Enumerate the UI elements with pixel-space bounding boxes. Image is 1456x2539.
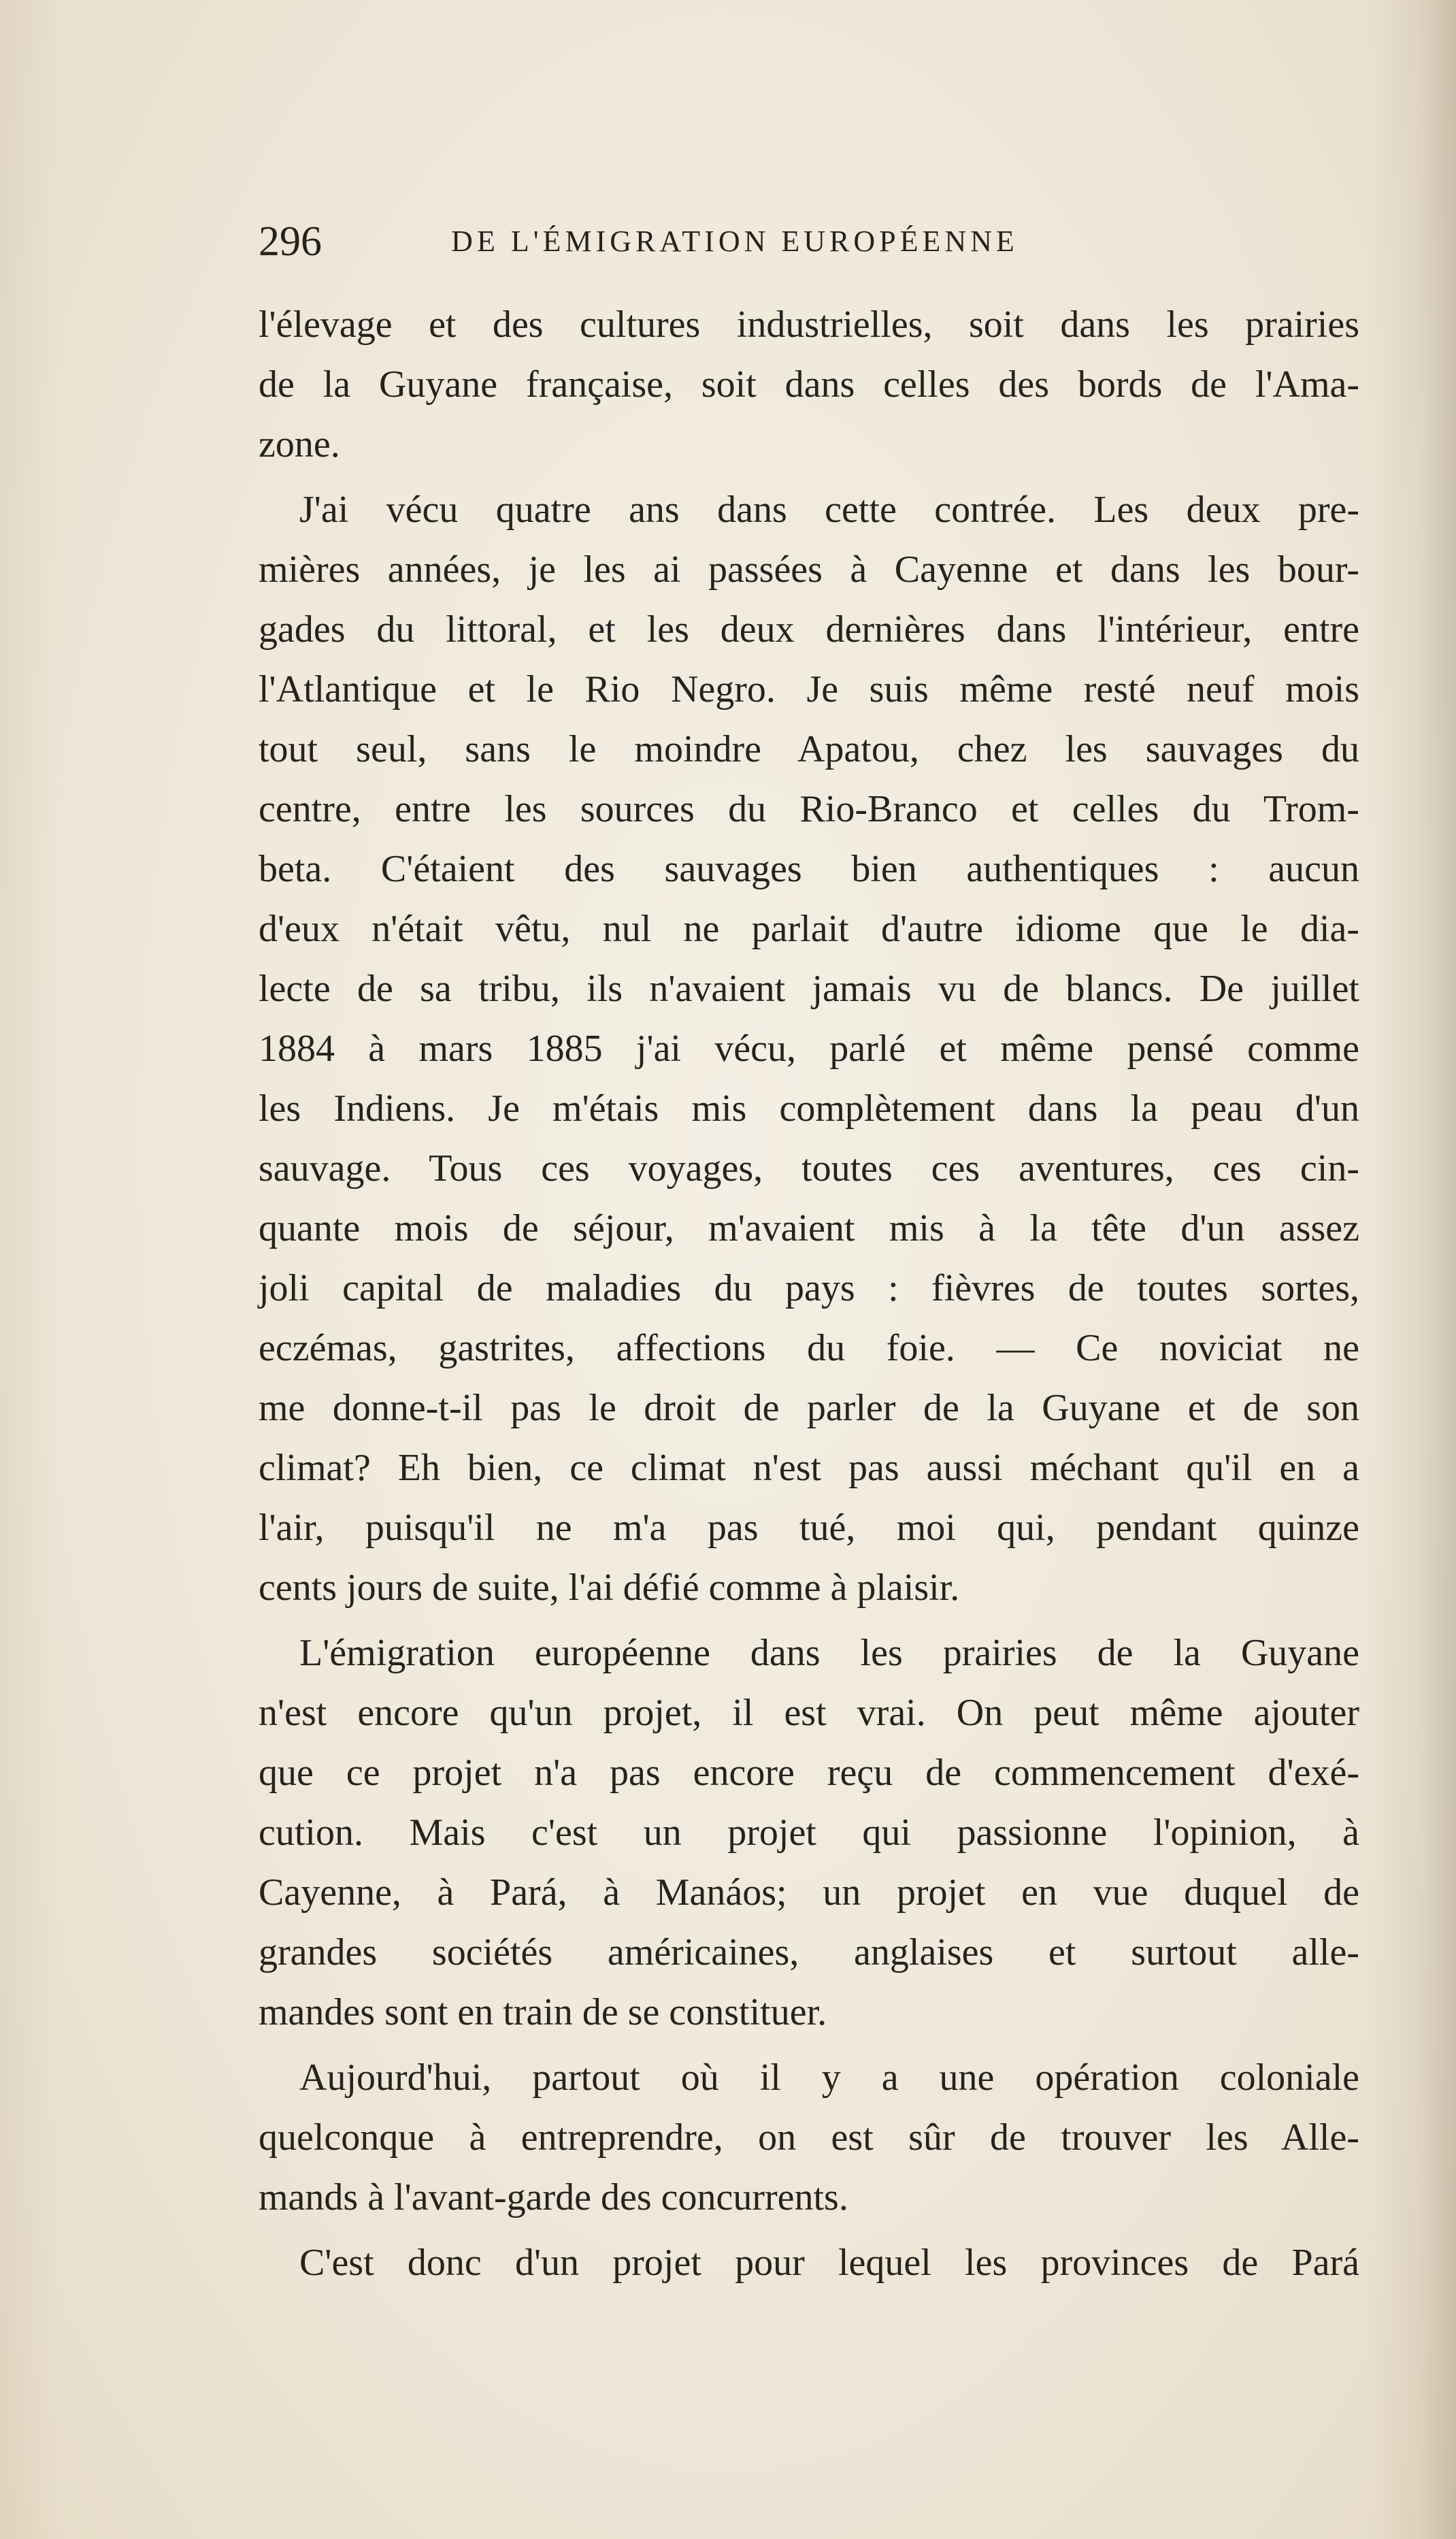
text-line: Aujourd'hui, partout où il y a une opération coloniale — [299, 2057, 1359, 2099]
text-line: d'eux n'était vêtu, nul ne parlait d'autre idiome que le dia- — [259, 908, 1359, 950]
text-line: l'élevage et des cultures industrielles, soit dans les prairies — [259, 304, 1359, 346]
text-line: que ce projet n'a pas encore reçu de commencement d'exé- — [259, 1752, 1359, 1794]
text-line: mandes sont en train de se constituer. — [259, 1991, 827, 2033]
text-line: J'ai vécu quatre ans dans cette contrée. Les deux pre- — [299, 489, 1359, 531]
text-line: joli capital de maladies du pays : fièvres de toutes sortes, — [259, 1267, 1359, 1309]
text-line: lecte de sa tribu, ils n'avaient jamais vu de blancs. De juillet — [259, 968, 1359, 1010]
text-line: eczémas, gastrites, affections du foie. — Ce noviciat ne — [259, 1327, 1359, 1369]
text-line: tout seul, sans le moindre Apatou, chez les sauvages du — [259, 728, 1359, 770]
text-line: centre, entre les sources du Rio-Branco et celles du Trom- — [259, 788, 1359, 830]
text-line: quelconque à entreprendre, on est sûr de trouver les Alle- — [259, 2116, 1359, 2159]
page-edge-shadow — [1368, 0, 1456, 2539]
text-line: sauvage. Tous ces voyages, toutes ces aventures, ces cin- — [259, 1147, 1359, 1190]
text-line: grandes sociétés américaines, anglaises et surtout alle- — [259, 1931, 1359, 1973]
text-line: C'est donc d'un projet pour lequel les provinces de Pará — [299, 2242, 1359, 2284]
text-line: les Indiens. Je m'étais mis complètement dans la peau d'un — [259, 1087, 1359, 1130]
text-line: beta. C'étaient des sauvages bien authentiques : aucun — [259, 848, 1359, 890]
text-line: n'est encore qu'un projet, il est vrai. On peut même ajouter — [259, 1692, 1359, 1734]
text-line: de la Guyane française, soit dans celles des bords de l'Ama- — [259, 363, 1359, 406]
page-gutter-shadow — [0, 0, 61, 2539]
text-line: zone. — [259, 423, 340, 465]
text-line: mières années, je les ai passées à Cayenne et dans les bour- — [259, 548, 1359, 591]
running-title: DE L'ÉMIGRATION EUROPÉENNE — [451, 225, 1019, 258]
text-line: me donne-t-il pas le droit de parler de la Guyane et de son — [259, 1387, 1359, 1429]
text-line: quante mois de séjour, m'avaient mis à la tête d'un assez — [259, 1207, 1359, 1249]
text-line: cution. Mais c'est un projet qui passionne l'opinion, à — [259, 1812, 1359, 1854]
page-number: 296 — [259, 218, 322, 265]
text-line: gades du littoral, et les deux dernières dans l'intérieur, entre — [259, 608, 1359, 651]
text-line: L'émigration européenne dans les prairies de la Guyane — [299, 1632, 1359, 1674]
text-line: l'Atlantique et le Rio Negro. Je suis même resté neuf mois — [259, 668, 1359, 710]
page-header — [259, 211, 1095, 272]
text-line: mands à l'avant-garde des concurrents. — [259, 2176, 848, 2218]
text-line: climat? Eh bien, ce climat n'est pas aussi méchant qu'il en a — [259, 1447, 1359, 1489]
text-line: Cayenne, à Pará, à Manáos; un projet en vue duquel de — [259, 1871, 1359, 1914]
text-line: 1884 à mars 1885 j'ai vécu, parlé et même pensé comme — [259, 1028, 1359, 1070]
text-line: l'air, puisqu'il ne m'a pas tué, moi qui, pendant quinze — [259, 1507, 1359, 1549]
text-line: cents jours de suite, l'ai défié comme à plaisir. — [259, 1567, 960, 1609]
body-text — [259, 295, 1359, 2293]
